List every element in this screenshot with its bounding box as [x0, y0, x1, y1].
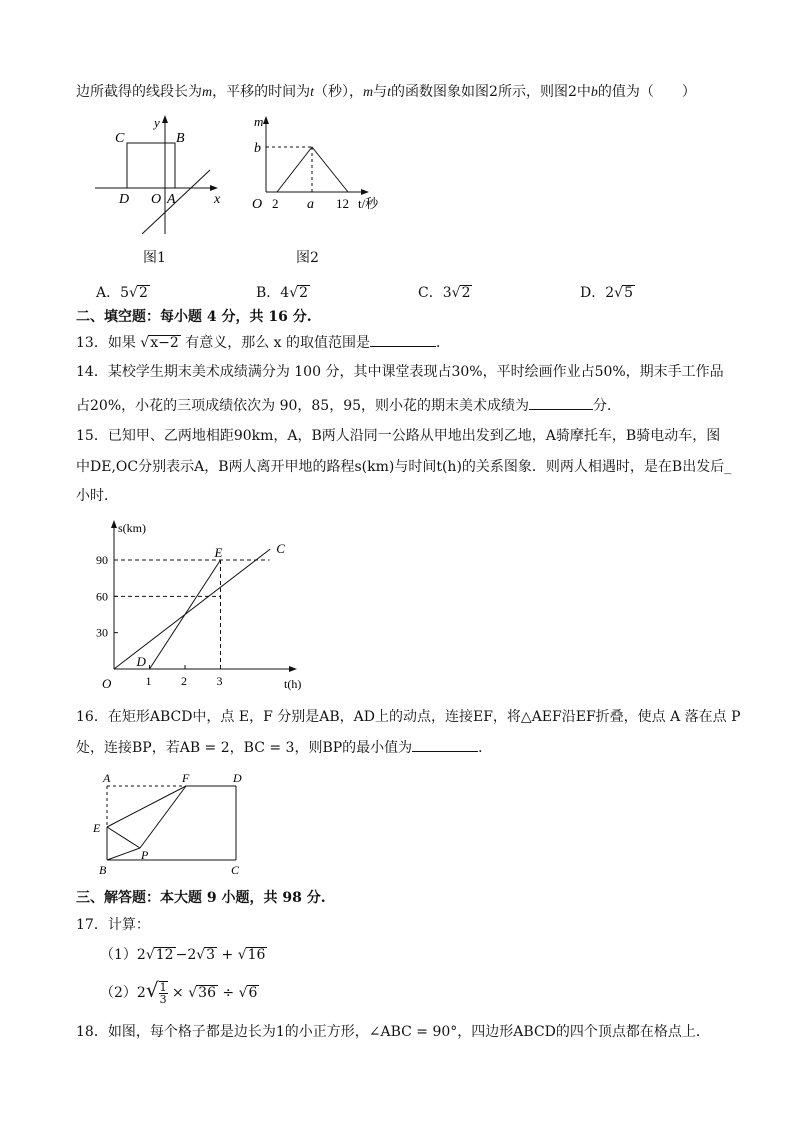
- fig2-label-o: O: [252, 197, 263, 212]
- sqrt-sign-icon: √: [145, 978, 159, 1002]
- fig1-label-c: C: [115, 131, 125, 146]
- var-t: t: [310, 85, 315, 100]
- var-t2: t: [387, 85, 392, 100]
- fig1-label-a: A: [167, 192, 176, 207]
- q17-p2-coef: 2: [136, 985, 146, 1001]
- q16-text-1: 在矩形ABCD中，点 E，F 分别是AB，AD上的动点，连接EF，将△AEF沿EF折叠，使点 A 落在点 P: [107, 709, 741, 725]
- var-m2: m: [363, 85, 374, 100]
- sqrt-sign-icon: √: [196, 947, 206, 963]
- chart-x-tick-label-2: 2: [181, 674, 187, 688]
- q16-segment-ep: [107, 827, 140, 848]
- q17-p1-rad2: 3: [206, 947, 216, 963]
- q16-line2: [76, 737, 492, 758]
- chart-origin-label: O: [102, 676, 112, 691]
- q12-text-e: 的函数图象如图2所示，则图2中: [391, 84, 591, 100]
- q16-answer-blank[interactable]: [412, 737, 478, 752]
- q17-p2-op1: ×: [167, 985, 189, 1001]
- q17-p2-rad2: 36: [198, 985, 216, 1001]
- var-b: b: [590, 85, 598, 100]
- figure-2: [248, 112, 398, 216]
- q12-text-b: ，平移的时间为: [212, 84, 311, 100]
- option-d-coef: 2: [605, 285, 615, 301]
- fig1-label-y: y: [154, 115, 160, 130]
- q12-text-d: 与: [373, 84, 388, 100]
- q17-p2-denominator: 3: [159, 993, 167, 1006]
- fig1-caption: 图1: [143, 250, 166, 266]
- q16-label-f: F: [182, 771, 190, 785]
- q12-text-a: 边所截得的线段长为: [76, 84, 202, 100]
- q12-text-c: （秒），: [314, 84, 364, 100]
- q17-part1: [100, 945, 267, 965]
- section-2-title: 二、填空题：每小题 4 分，共 16 分.: [76, 309, 312, 325]
- option-c-letter: C．: [418, 285, 443, 301]
- sqrt-sign-icon: √: [451, 285, 461, 301]
- figure-1: [90, 112, 230, 244]
- q14-text-2a: 占20%，小花的三项成绩依次为 90，85，95，则小花的期末美术成绩为: [76, 398, 530, 414]
- option-b-coef: 4: [280, 285, 290, 301]
- chart-y-tick-label-90: 90: [96, 553, 108, 567]
- var-m: m: [202, 85, 213, 100]
- sqrt-sign-icon: √: [129, 285, 138, 301]
- fig2-label-m: m: [254, 114, 264, 129]
- q17-title-text: 计算：: [107, 917, 150, 933]
- q17-p1-label: （1）: [100, 947, 137, 963]
- sqrt-sign-icon: √: [188, 985, 198, 1001]
- q15-line2: 中DE,OC分别表示A，B两人离开甲地的路程s(km)与时间t(h)的关系图象．则两人相遇时，是在B出发后_: [76, 459, 732, 475]
- fig2-label-12: 12: [336, 196, 349, 211]
- q17-title: [76, 915, 150, 935]
- option-d-letter: D．: [580, 285, 606, 301]
- option-d-radicand: 5: [624, 285, 633, 301]
- sqrt-sign-icon: √: [614, 285, 624, 301]
- fig1-x-arrow: [210, 185, 218, 191]
- option-c-radicand: 2: [461, 285, 471, 301]
- q14-answer-blank[interactable]: [529, 395, 593, 410]
- chart-label-c: C: [276, 541, 285, 557]
- q17-p1-rad3: 16: [247, 947, 266, 963]
- q15-text-1: 已知甲、乙两地相距90km，A，B两人沿同一公路从甲地出发到乙地，A骑摩托车，B骑电动车，图: [107, 428, 721, 444]
- sqrt-sign-icon: √: [140, 335, 150, 351]
- fig2-label-2: 2: [272, 196, 279, 211]
- section-3-title: 三、解答题：本大题 9 小题，共 98 分.: [76, 890, 326, 906]
- fig1-y-arrow: [162, 115, 168, 123]
- q14-num: 14．: [76, 364, 108, 380]
- q14-text-2b: 分．: [593, 398, 622, 414]
- q15-line1: [76, 426, 720, 446]
- q17-p2-op2: ÷: [217, 985, 239, 1001]
- chart-series-de: [150, 560, 221, 669]
- fig1-label-o: O: [151, 192, 162, 207]
- sqrt-sign-icon: √: [237, 947, 247, 963]
- q16-label-e: E: [93, 821, 101, 835]
- chart-label-e: E: [214, 545, 223, 560]
- q16-label-p: P: [141, 848, 149, 862]
- q18-num: 18．: [76, 1024, 108, 1040]
- option-b[interactable]: [256, 282, 310, 302]
- q16-segment-ef: [107, 786, 186, 827]
- option-a[interactable]: [96, 282, 150, 302]
- chart-series-oc: [114, 549, 270, 669]
- q17-part2: [100, 980, 259, 1005]
- q13: [76, 332, 450, 353]
- option-b-radicand: 2: [299, 285, 309, 301]
- option-d[interactable]: [580, 282, 635, 302]
- q16-segment-fp: [140, 786, 186, 848]
- option-a-radicand: 2: [138, 285, 148, 301]
- q17-p2-label: （2）: [100, 985, 137, 1001]
- chart-x-arrow: [289, 666, 297, 672]
- fig1-label-b: B: [176, 131, 185, 146]
- q14-line1: [76, 362, 724, 382]
- q13-answer-blank[interactable]: [370, 332, 436, 347]
- chart-ylabel: s(km): [118, 521, 146, 535]
- option-c-coef: 3: [442, 285, 452, 301]
- q17-num: 17．: [76, 917, 108, 933]
- fig2-label-t: t/秒: [358, 196, 379, 211]
- q17-p1-rad1: 12: [155, 947, 174, 963]
- fig1-label-x: x: [214, 192, 221, 207]
- q13-text-b: 有意义，那么 x 的取值范围是: [180, 335, 370, 351]
- q16-num: 16．: [76, 709, 108, 725]
- q14-line2: [76, 395, 621, 416]
- fig1-label-d: D: [119, 192, 130, 207]
- q15-line3: 小时．: [76, 488, 118, 504]
- q16-label-b: B: [99, 863, 107, 877]
- q18: [76, 1022, 710, 1042]
- q16-label-d: D: [233, 771, 242, 785]
- chart-y-tick-label-30: 30: [96, 625, 108, 640]
- q16-line1: [76, 707, 741, 727]
- chart-x-tick-label-1: 1: [145, 674, 152, 688]
- fig2-t-arrow: [361, 189, 369, 195]
- q12-text: [76, 82, 696, 103]
- sqrt-sign-icon: √: [238, 985, 248, 1001]
- q17-p1-op1: −2: [175, 947, 197, 963]
- q16-label-c: C: [231, 863, 240, 877]
- q17-p2-rad3: 6: [248, 985, 258, 1001]
- q13-num: 13．: [76, 335, 108, 351]
- q16-segment-bp: [107, 848, 140, 860]
- chart-y-arrow: [111, 520, 117, 528]
- fig2-label-b: b: [254, 141, 261, 156]
- option-a-coef: 5: [120, 285, 130, 301]
- option-c[interactable]: [418, 282, 472, 302]
- q15-num: 15．: [76, 428, 108, 444]
- q12-text-f: 的值为（ ）: [597, 84, 696, 100]
- q18-text: 如图，每个格子都是边长为1的小正方形，∠ABC = 90°，四边形ABCD的四个顶点都在格点上．: [107, 1024, 710, 1040]
- chart-label-d: D: [136, 654, 146, 669]
- chart-x-tick-label-3: 3: [216, 674, 223, 688]
- q13-end: ．: [436, 335, 450, 351]
- q17-p2-numerator: 1: [159, 981, 167, 994]
- option-b-letter: B．: [256, 285, 281, 301]
- sqrt-sign-icon: √: [289, 285, 299, 301]
- q16-text-2a: 处，连接BP，若AB = 2，BC = 3，则BP的最小值为: [76, 740, 413, 756]
- q16-figure: [88, 770, 248, 878]
- q15-chart: [84, 516, 316, 694]
- q16-text-2b: ．: [478, 740, 493, 756]
- option-a-letter: A．: [96, 285, 121, 301]
- q17-p1-op2: +: [217, 947, 238, 963]
- q13-text-a: 如果: [107, 335, 141, 351]
- fig2-label-a: a: [307, 197, 314, 212]
- chart-xlabel: t(h): [284, 677, 302, 691]
- fig1-square: [127, 143, 175, 188]
- chart-y-tick-label-60: 60: [96, 589, 108, 604]
- q14-text-1: 某校学生期末美术成绩满分为 100 分，其中课堂表现占30%，平时绘画作业占50%，期末手工作品: [107, 364, 724, 380]
- q13-radicand: x−2: [150, 335, 179, 351]
- q17-p1-coef: 2: [136, 947, 146, 963]
- fig2-caption: 图2: [296, 250, 319, 266]
- q17-p2-fraction: [159, 981, 168, 1005]
- fig2-m-arrow: [263, 116, 269, 124]
- sqrt-sign-icon: √: [145, 947, 155, 963]
- q16-label-a: A: [103, 771, 111, 785]
